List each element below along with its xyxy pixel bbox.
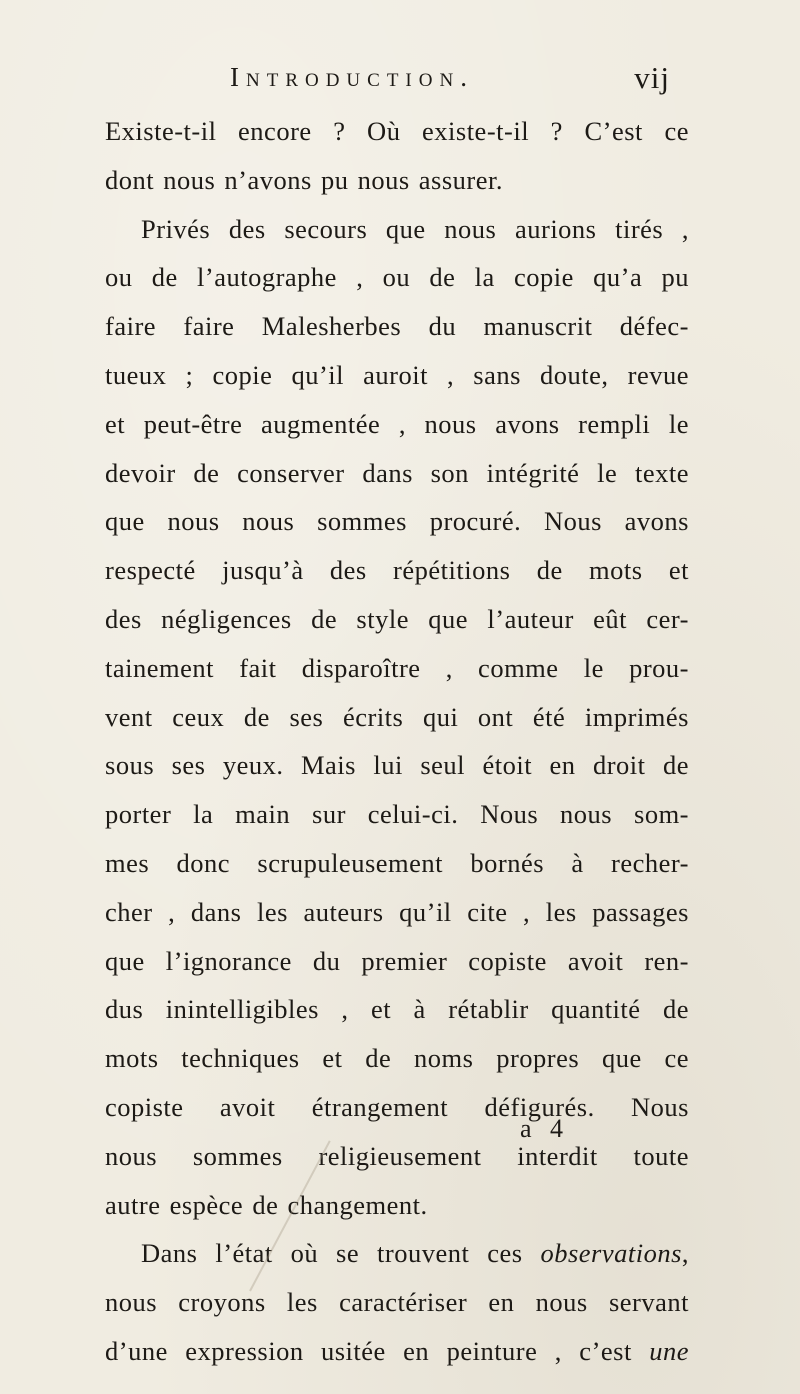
text-line: dus inintelligibles , et à rétablir quantité de [105,994,689,1025]
running-title: Introduction. [230,62,474,92]
text-line: mes donc scrupuleusement bornés à recher- [105,847,689,878]
signature-mark: a 4 [520,1114,570,1143]
text-line: devoir de conserver dans son intégrité le texte [105,457,689,488]
text-line: cher , dans les auteurs qu’il cite , les passages [105,896,689,927]
text-line: copiste avoit étrangement défigurés. Nous [105,1091,689,1122]
text-line: que nous nous sommes procuré. Nous avons [105,506,689,537]
text-line: mots techniques et de noms propres que ce [105,1043,689,1074]
italic-catchword: une [649,1335,689,1366]
text-segment: , [681,1238,690,1269]
text-line: et peut-être augmentée , nous avons rempli le [105,408,689,439]
text-line: nous sommes religieusement interdit toute [105,1140,689,1171]
text-line-with-italic [105,1327,689,1376]
text-line-with-italic [105,1229,689,1278]
text-line: ou de l’autographe , ou de la copie qu’a pu [105,262,689,293]
text-line: vent ceux de ses écrits qui ont été imprimés [105,701,689,732]
text-line: respecté jusqu’à des répétitions de mots et [105,555,689,586]
text-line: porter la main sur celui-ci. Nous nous som- [105,799,689,830]
text-line: Existe-t-il encore ? Où existe-t-il ? C’est ce [105,116,689,146]
text-line: nous croyons les caractériser en nous servant [105,1287,689,1318]
text-line: tueux ; copie qu’il auroit , sans doute, revue [105,359,689,390]
text-line: que l’ignorance du premier copiste avoit ren- [105,945,689,976]
text-line: sous ses yeux. Mais lui seul étoit en droit de [105,750,689,781]
text-line: Privés des secours que nous aurions tirés , [141,213,689,244]
body-text [105,107,689,1376]
text-segment: Dans l’état où se trouvent ces [141,1238,523,1269]
italic-term: observations [540,1238,682,1269]
text-line: autre espèce de changement. [105,1189,428,1220]
text-line: des négligences de style que l’auteur eût cer- [105,603,689,634]
text-line: tainement fait disparoître , comme le prou- [105,652,689,683]
text-segment: d’une expression usitée en peinture , c’est [105,1335,632,1366]
text-line: dont nous n’avons pu nous assurer. [105,164,503,195]
text-line: faire faire Malesherbes du manuscrit défec- [105,311,689,342]
running-head [230,60,670,100]
page-number: vij [634,60,670,95]
